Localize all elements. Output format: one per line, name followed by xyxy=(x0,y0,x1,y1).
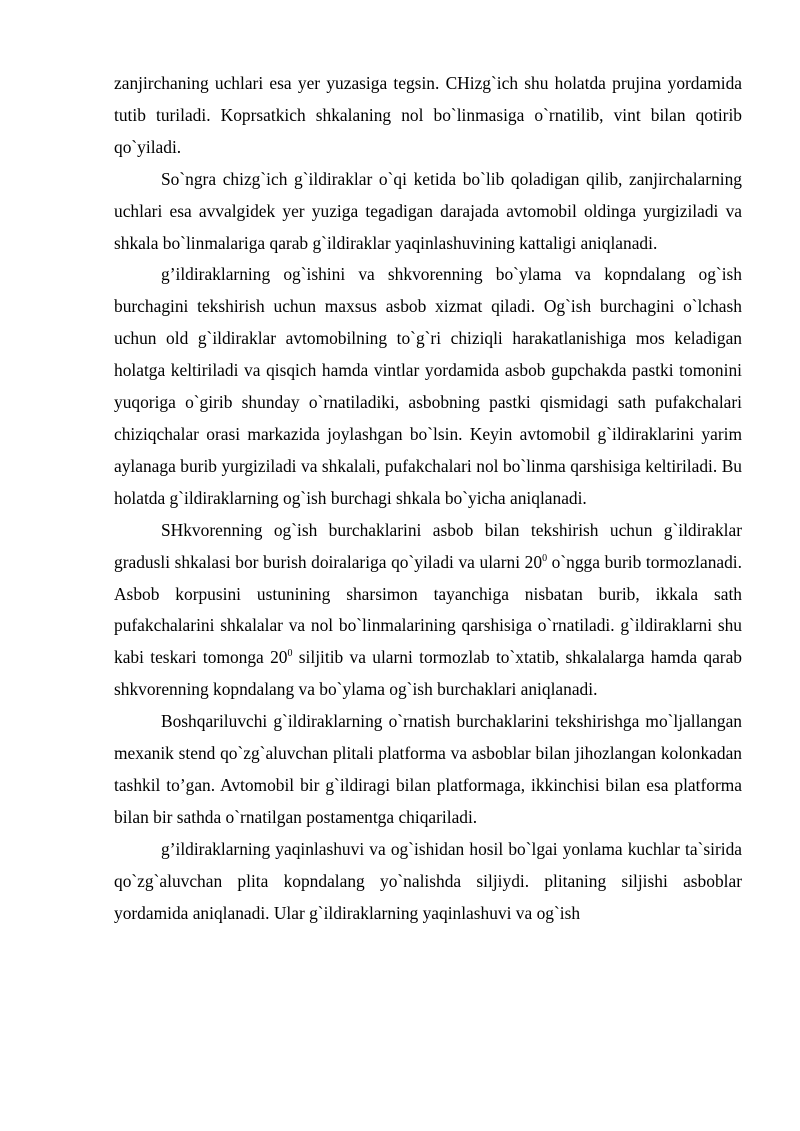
paragraph-4-text-c: siljitib va ularni tormozlab to`xtatib, shkalalarga hamda qarab shkvorenning kopndalang va bo`ylama og`ish burchaklari aniqlanadi. xyxy=(114,647,742,700)
paragraph-4-text-b: o`ngga burib tormozlanadi. Asbob korpusini ustunining sharsimon tayanchiga nisbatan burib, ikkala sath pufakchalarini shkalalar va nol bo`linmalarining qarshisiga o`rnatiladi. g`ildiraklarni shu kabi teskari tomonga 20 xyxy=(114,551,742,668)
degree-superscript: 0 xyxy=(287,648,293,660)
paragraph-6: g’ildiraklarning yaqinlashuvi va og`ishidan hosil bo`lgai yonlama kuchlar ta`sirida qo`zg`aluvchan plita kopndalang yo`nalishda siljiydi. plitaning siljishi asboblar yordamida aniqlanadi. Ular g`ildiraklarning yaqinlashuvi va og`ish xyxy=(114,838,742,923)
paragraph-4-text-a: SHkvorenning og`ish burchaklarini asbob bilan tekshirish uchun g`ildiraklar gradusli shkalasi bor burish doiralariga qo`yiladi va ularni 20 xyxy=(114,519,742,572)
paragraph-5: Boshqariluvchi g`ildiraklarning o`rnatish burchaklarini tekshirishga mo`ljallangan mexanik stend qo`zg`aluvchan plitali platforma va asboblar bilan jihozlangan kolonkadan tashkil to’gan. Avtomobil bir g`ildiragi bilan platformaga, ikkinchisi bilan esa platforma bilan bir sathda o`rnatilgan postamentga chiqariladi. xyxy=(114,711,742,827)
degree-superscript: 0 xyxy=(542,552,548,564)
paragraph-4 xyxy=(114,515,742,706)
paragraph-3: g’ildiraklarning og`ishini va shkvorenning bo`ylama va kopndalang og`ish burchagini tekshirish uchun maxsus asbob xizmat qiladi. Og`ish burchagini o`lchash uchun old g`ildiraklar avtomobilning to`g`ri chiziqli harakatlanishiga mos keladigan holatga keltiriladi va qisqich hamda vintlar yordamida asbob gupchakda pastki tomonini yuqoriga o`girib shunday o`rnatiladiki, asbobning pastki qismidagi sath pufakchalari chiziqchalar orasi markazida joylashgan bo`lsin. Keyin avtomobil g`ildiraklarini yarim aylanaga burib yurgiziladi va shkalali, pufakchalari nol bo`linma qarshisiga keltiriladi. Bu holatda g`ildiraklarning og`ish burchagi shkala bo`yicha aniqlanadi. xyxy=(114,264,742,508)
paragraph-2: So`ngra chizg`ich g`ildiraklar o`qi ketida bo`lib qoladigan qilib, zanjirchalarning uchlari esa avvalgidek yer yuziga tegadigan darajada avtomobil oldinga yurgiziladi va shkala bo`linmalariga qarab g`ildiraklar yaqinlashuvining kattaligi aniqlanadi. xyxy=(114,168,742,253)
paragraph-1: zanjirchaning uchlari esa yer yuzasiga tegsin. CHizg`ich shu holatda prujina yordamida tutib turiladi. Koprsatkich shkalaning nol bo`linmasiga o`rnatilib, vint bilan qotirib qo`yiladi. xyxy=(114,73,742,157)
document-page xyxy=(114,68,742,929)
